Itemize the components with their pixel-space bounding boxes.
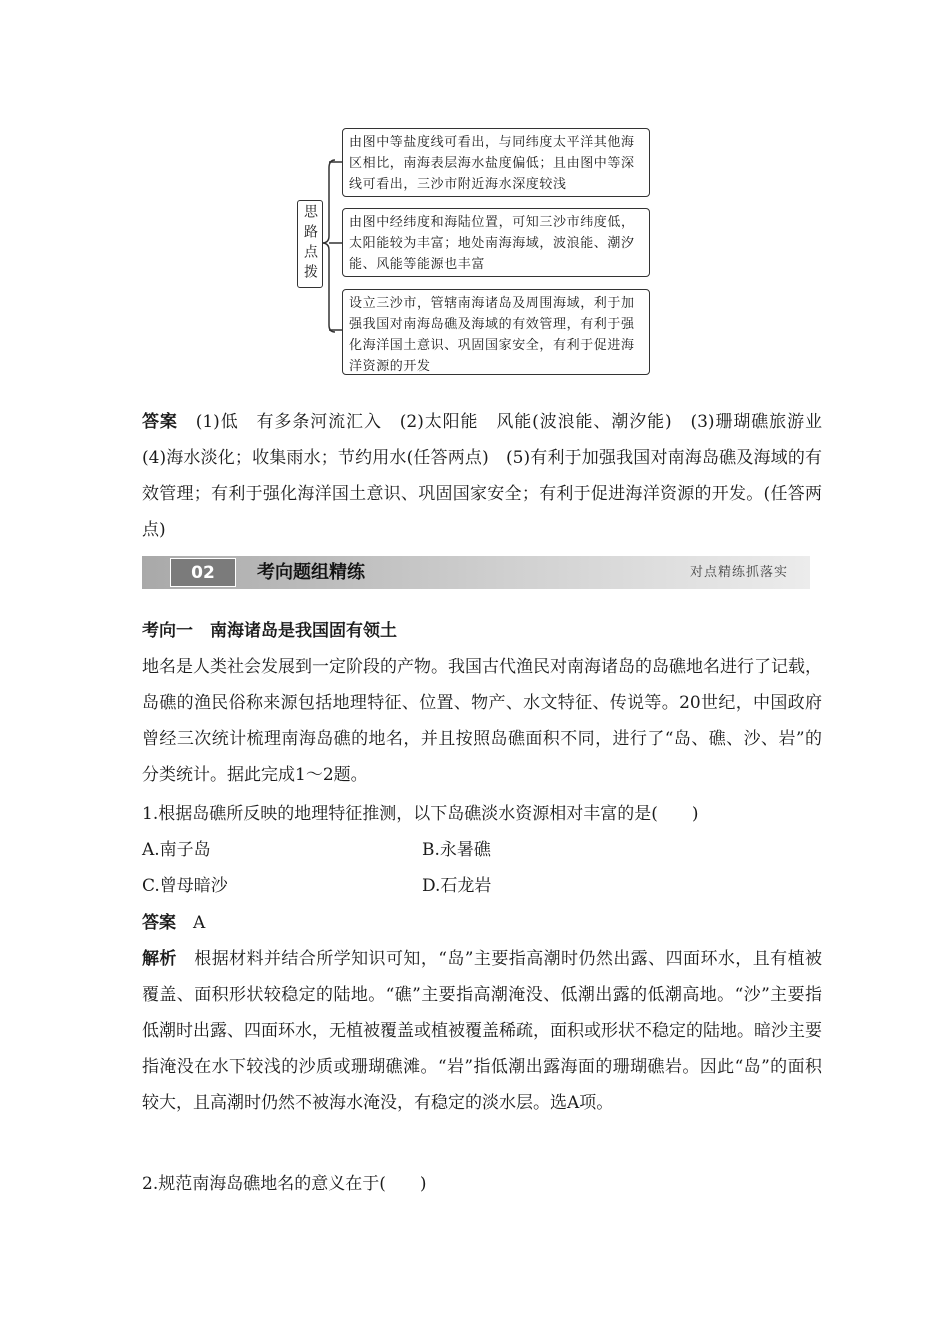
option-b: B.永暑礁 [422, 840, 491, 860]
diagram-root [297, 200, 323, 288]
section-intro: 地名是人类社会发展到一定阶段的产物。我国古代渔民对南海诸岛的岛礁地名进行了记载，岛礁的渔民俗称来源包括地理特征、位置、物产、水文特征、传说等。20世纪，中国政府曾经三次统计梳理南海岛礁的地名，并且按照岛礁面积不同，进行了“岛、礁、沙、岩”的分类统计。据此完成1～2题。 [142, 657, 822, 785]
option-c: C.曾母暗沙 [142, 876, 228, 896]
question-1-answer [142, 905, 205, 941]
thinking-diagram [0, 0, 950, 380]
diagram-branch-energy: 由图中经纬度和海陆位置，可知三沙市纬度低，太阳能较为丰富；地处南海海域，波浪能、潮汐能、风能等能源也丰富 [342, 208, 650, 277]
answer-paragraph [142, 404, 839, 548]
diagram-root-label: 思路点拨 [302, 204, 318, 284]
question-1-analysis [142, 941, 822, 1121]
option-d: D.石龙岩 [422, 876, 492, 896]
banner-title: 考向题组精练 [257, 562, 365, 583]
section-heading: 考向一 南海诸岛是我国固有领土 [142, 621, 397, 641]
answer-text: (1)低 有多条河流汇入 (2)太阳能 风能(波浪能、潮汐能) (3)珊瑚礁旅游业 (4)海水淡化；收集雨水；节约用水(任答两点) (5)有利于加强我国对南海岛礁及海域的有效管理；有利于强化海洋国土意识、巩固国家安全；有利于促进海洋资源的开发。(任答两点) [142, 412, 839, 540]
option-a: A.南子岛 [142, 840, 211, 860]
question-2-stem: 2.规范南海岛礁地名的意义在于( ) [142, 1174, 427, 1194]
section-banner [142, 556, 810, 589]
analysis-label: 解析 [142, 949, 177, 969]
answer-label: 答案 [142, 412, 178, 432]
analysis-text: 根据材料并结合所学知识可知，“岛”主要指高潮时仍然出露、四面环水，且有植被覆盖、面积形状较稳定的陆地。“礁”主要指高潮淹没、低潮出露的低潮高地。“沙”主要指低潮时出露、四面环水，无植被覆盖或植被覆盖稀疏，面积或形状不稳定的陆地。暗沙主要指淹没在水下较浅的沙质或珊瑚礁滩。“岩”指低潮出露海面的珊瑚礁岩。因此“岛”的面积较大，且高潮时仍然不被海水淹没，有稳定的淡水层。选A项。 [142, 949, 823, 1113]
banner-subtitle: 对点精练抓落实 [689, 565, 788, 580]
q1-answer-value: A [193, 913, 206, 933]
diagram-branch-salinity: 由图中等盐度线可看出，与同纬度太平洋其他海区相比，南海表层海水盐度偏低；且由图中等深线可看出，三沙市附近海水深度较浅 [342, 128, 650, 197]
q1-answer-label: 答案 [142, 913, 176, 933]
diagram-branch-significance: 设立三沙市，管辖南海诸岛及周围海域，利于加强我国对南海岛礁及海域的有效管理，有利于强化海洋国土意识、巩固国家安全，有利于促进海洋资源的开发 [342, 289, 650, 375]
question-1-stem: 1.根据岛礁所反映的地理特征推测，以下岛礁淡水资源相对丰富的是( ) [142, 804, 699, 824]
banner-number: 02 [170, 558, 236, 587]
